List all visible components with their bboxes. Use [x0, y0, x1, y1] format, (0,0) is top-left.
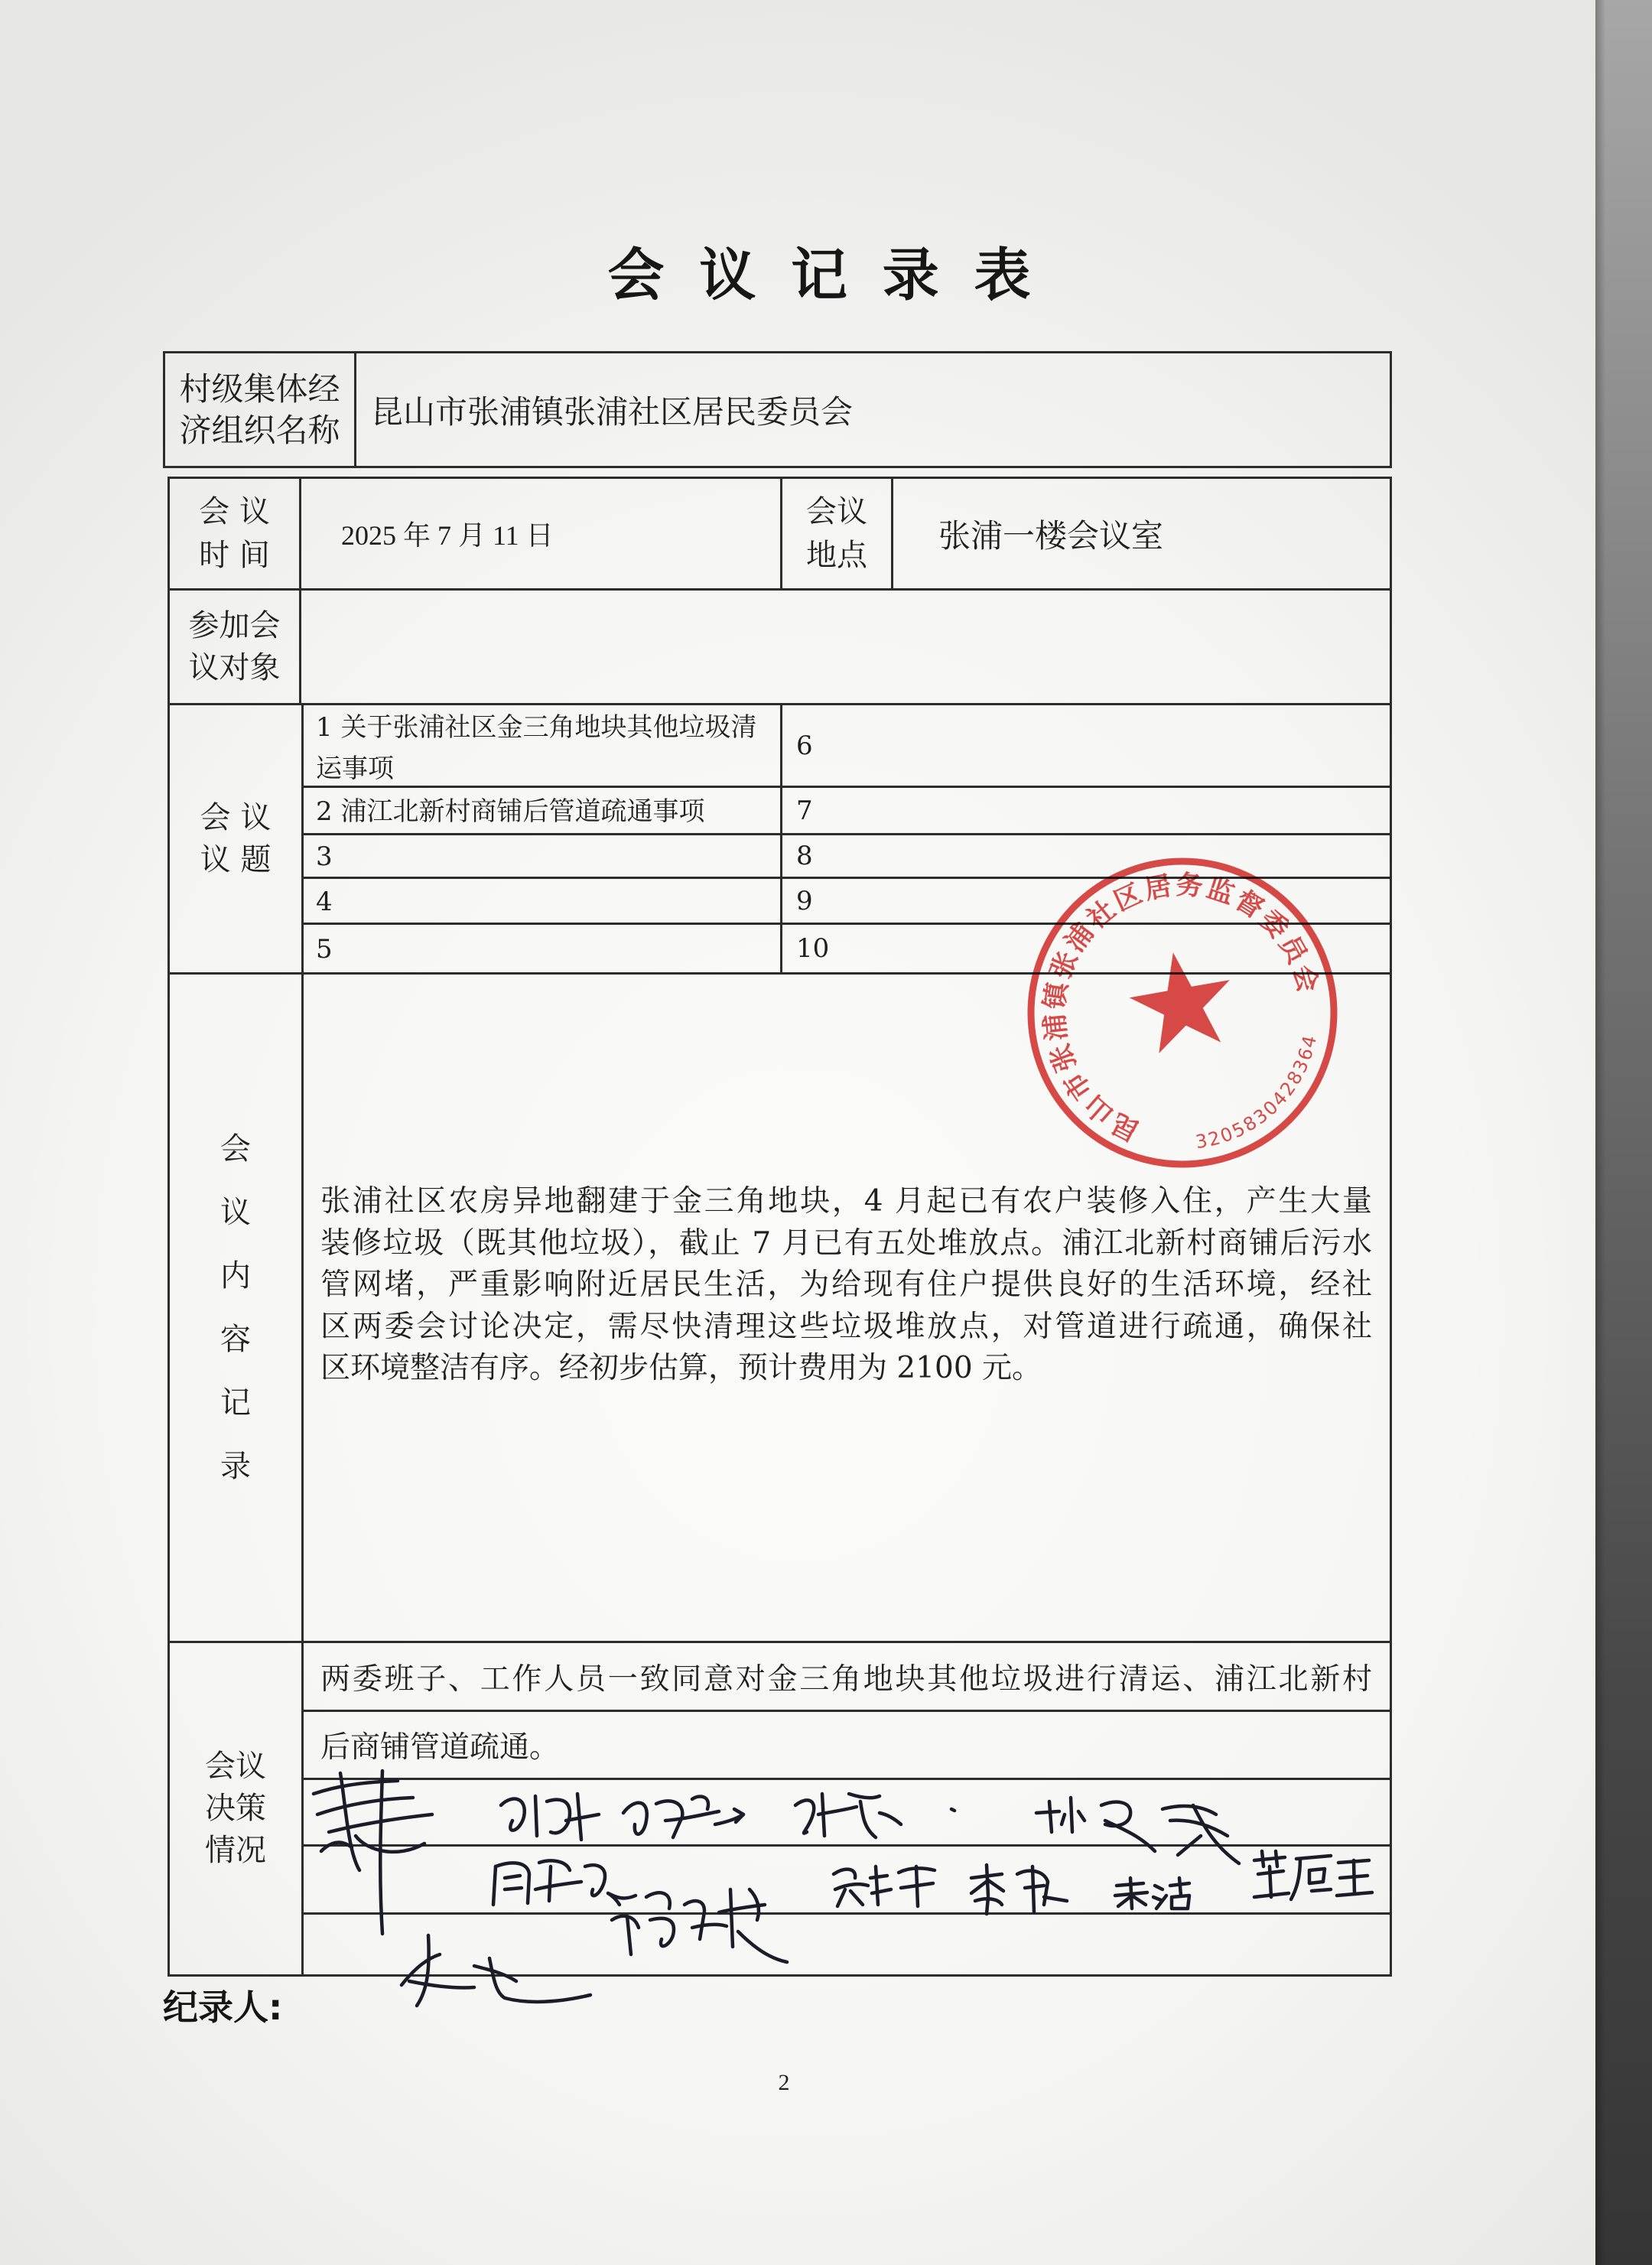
decision-label-line-1: 会议	[205, 1749, 266, 1784]
attendees-label-cell	[167, 588, 301, 705]
meeting-place: 张浦一楼会议室	[938, 516, 1164, 555]
content-record-text	[320, 1181, 1372, 1390]
topic-row	[780, 923, 1392, 975]
topic-row	[301, 923, 782, 975]
topic-10: 10	[796, 933, 830, 964]
content-label-char: 内	[220, 1258, 251, 1294]
decision-label-line-3: 情况	[205, 1833, 266, 1868]
topic-row	[301, 833, 782, 879]
place-label-cell	[780, 477, 893, 591]
topic-row	[301, 703, 782, 788]
topic-row	[780, 703, 1392, 788]
topic-9: 9	[796, 885, 813, 916]
content-label-char: 会	[220, 1131, 251, 1167]
seal-code-path: 3205830428364	[1194, 1031, 1322, 1154]
time-label-line-1: 会 议	[199, 493, 270, 529]
topics-label-cell	[167, 703, 304, 975]
org-value-cell	[354, 351, 1392, 468]
org-name: 昆山市张浦镇张浦社区居民委员会	[371, 392, 854, 431]
topics-label-line-2: 议 题	[200, 841, 272, 877]
decision-row	[301, 1641, 1392, 1712]
time-label-cell	[167, 477, 301, 591]
topic-row	[301, 877, 782, 925]
topic-4: 4	[316, 886, 333, 917]
meeting-date: 2025 年 7 月 11 日	[341, 520, 554, 551]
content-label-char: 记	[220, 1385, 251, 1421]
content-label-char: 录	[220, 1448, 251, 1484]
place-label-line-1: 会议	[806, 493, 867, 529]
decision-label-line-2: 决策	[205, 1791, 266, 1826]
topic-row	[780, 877, 1392, 925]
topic-6: 6	[796, 730, 813, 761]
decision-label-cell	[167, 1641, 304, 1977]
time-label-line-2: 时 间	[199, 537, 270, 573]
org-label-cell	[163, 351, 356, 468]
decision-row	[301, 1844, 1392, 1915]
topic-row	[301, 786, 782, 835]
decision-line: 后商铺管道疏通。	[320, 1730, 560, 1765]
org-label-line-1: 村级集体经	[179, 369, 340, 408]
decision-text-line-1	[320, 1643, 1372, 1710]
decision-line: 两委班子、工作人员一致同意对金三角地块其他垃圾进行清运、浦江北新村	[320, 1661, 1372, 1697]
content-line: 区两委会讨论决定，需尽快清理这些垃圾堆放点，对管道进行疏通，确保社	[320, 1309, 1372, 1344]
page-title: 会 议 记 录 表	[607, 242, 1039, 308]
recorder-label: 纪录人:	[163, 1987, 283, 2028]
content-line: 张浦社区农房异地翻建于金三角地块，4 月起已有农户装修入住，产生大量	[320, 1184, 1372, 1219]
attendees-label-line-1: 参加会	[188, 607, 281, 643]
topic-7: 7	[796, 795, 813, 826]
topic-8: 8	[796, 841, 813, 871]
content-label-char: 议	[220, 1194, 251, 1230]
background-edge	[1595, 0, 1652, 2265]
topic-1: 1 关于张浦社区金三角地块其他垃圾清运事项	[316, 712, 757, 784]
content-line: 管网堵，严重影响附近居民生活，为给现有住户提供良好的生活环境，经社	[320, 1268, 1372, 1302]
decision-text-line-2	[320, 1712, 1372, 1778]
place-label-line-2: 地点	[806, 537, 867, 573]
topic-row	[780, 833, 1392, 879]
time-value-cell	[299, 477, 782, 591]
content-line: 装修垃圾（既其他垃圾），截止 7 月已有五处堆放点。浦江北新村商铺后污水	[320, 1225, 1372, 1261]
seal-text-path: 昆山市张浦镇张浦社区居务监督委员会	[1039, 870, 1324, 1147]
org-label-line-2: 济组织名称	[179, 411, 340, 449]
attendees-value-cell	[299, 588, 1392, 705]
topic-3: 3	[316, 841, 333, 872]
decision-row	[301, 1710, 1392, 1780]
content-label-char: 容	[220, 1321, 251, 1357]
topic-2: 2 浦江北新村商铺后管道疏通事项	[316, 796, 705, 827]
content-line: 区环境整洁有序。经初步估算，预计费用为 2100 元。	[320, 1351, 1042, 1385]
topic-5: 5	[316, 934, 333, 965]
content-label-cell	[167, 972, 304, 1643]
decision-row	[301, 1778, 1392, 1847]
decision-row	[301, 1912, 1392, 1977]
place-value-cell	[891, 477, 1392, 591]
attendees-label-line-2: 议对象	[188, 649, 281, 685]
topics-label-line-1: 会 议	[200, 799, 272, 835]
page-number: 2	[778, 2070, 790, 2095]
topic-row	[780, 786, 1392, 835]
content-record-cell	[301, 972, 1392, 1643]
